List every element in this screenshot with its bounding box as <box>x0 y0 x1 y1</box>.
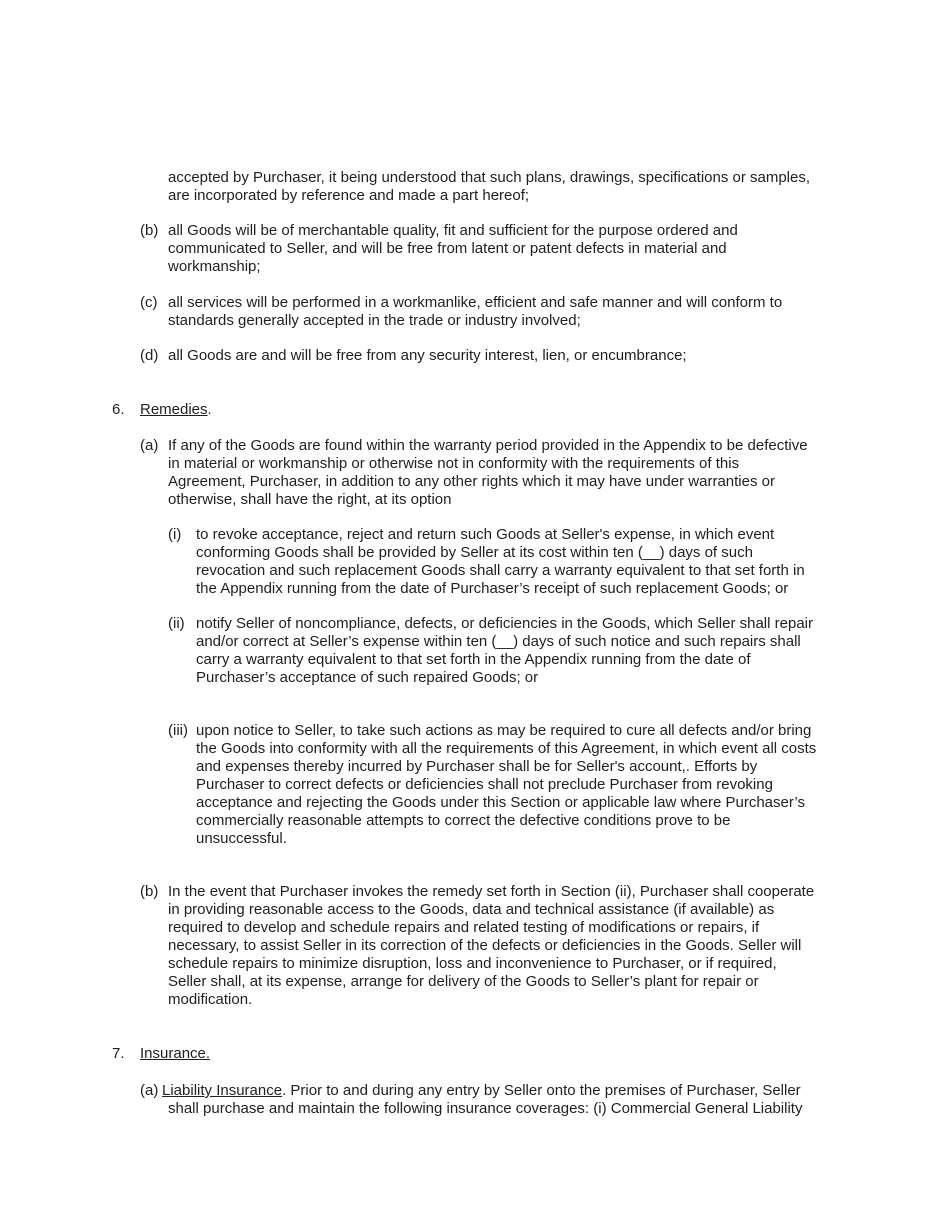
paragraph-line: . Prior to and during any entry by Seller onto the premises of Purchaser, Seller <box>282 1082 801 1099</box>
liability-insurance-heading: Liability Insurance <box>162 1082 283 1099</box>
remedy-marker-a: (a) <box>140 437 159 454</box>
paragraph-line: in providing reasonable access to the Goods, data and technical assistance (if available) as <box>168 901 775 918</box>
section-6-title-suffix: . <box>207 401 212 418</box>
remedy-b-paragraph <box>168 883 814 1009</box>
paragraph-line: shall purchase and maintain the following insurance coverages: (i) Commercial General Liability <box>168 1100 803 1117</box>
remedy-marker-b: (b) <box>140 883 159 900</box>
paragraph-line: commercially reasonable attempts to correct the defective conditions prove to be <box>196 812 731 829</box>
paragraph-line: and/or correct at Seller’s expense within ten (__) days of such notice and such repairs shall <box>196 633 801 650</box>
paragraph-line: Seller shall, at its expense, arrange for delivery of the Goods to Seller’s plant for repair or <box>168 973 759 990</box>
remedy-marker-iii: (iii) <box>168 722 188 739</box>
paragraph-line: otherwise, shall have the right, at its option <box>168 491 452 508</box>
remedy-iii-paragraph <box>196 722 816 848</box>
item-marker-c: (c) <box>140 294 158 311</box>
paragraph-line: notify Seller of noncompliance, defects, or deficiencies in the Goods, which Seller shall repair <box>196 615 813 632</box>
paragraph-line: acceptance and rejecting the Goods under this Section or applicable law where Purchaser’s <box>196 794 805 811</box>
warranty-item-d <box>168 347 687 365</box>
paragraph-line: conforming Goods shall be provided by Seller at its cost within ten (__) days of such <box>196 544 753 561</box>
paragraph-line: all services will be performed in a workmanlike, efficient and safe manner and will conform to <box>168 294 783 311</box>
warranty-item-b <box>168 222 738 276</box>
section-7-number: 7. <box>112 1045 125 1062</box>
section-6-heading <box>140 401 212 419</box>
section-6-number: 6. <box>112 401 125 418</box>
remedy-marker-ii: (ii) <box>168 615 185 632</box>
paragraph-line: all Goods are and will be free from any security interest, lien, or encumbrance; <box>168 347 687 364</box>
paragraph-line: standards generally accepted in the trade or industry involved; <box>168 312 581 329</box>
item-marker-b: (b) <box>140 222 159 239</box>
insurance-marker-a: (a) <box>140 1082 159 1099</box>
paragraph-line: in material or workmanship or otherwise not in conformity with the requirements of this <box>168 455 740 472</box>
paragraph-line: the Goods into conformity with all the requirements of this Agreement, in which event all costs <box>196 740 817 757</box>
warranty-item-c <box>168 294 782 330</box>
paragraph-line: Agreement, Purchaser, in addition to any other rights which it may have under warranties or <box>168 473 775 490</box>
item-marker-d: (d) <box>140 347 159 364</box>
paragraph-line: required to develop and schedule repairs and related testing of modifications or repairs, if <box>168 919 760 936</box>
paragraph-line: to revoke acceptance, reject and return such Goods at Seller's expense, in which event <box>196 526 775 543</box>
remedy-a-paragraph <box>168 437 808 509</box>
paragraph-line: all Goods will be of merchantable quality, fit and sufficient for the purpose ordered and <box>168 222 738 239</box>
remedy-marker-i: (i) <box>168 526 182 543</box>
paragraph-line: schedule repairs to minimize disruption, loss and inconvenience to Purchaser, or if required, <box>168 955 777 972</box>
paragraph-line: necessary, to assist Seller in its correction of the defects or deficiencies in the Goods. Seller will <box>168 937 802 954</box>
paragraph-line: modification. <box>168 991 253 1008</box>
paragraph-line: revocation and such replacement Goods shall carry a warranty equivalent to that set forth in <box>196 562 805 579</box>
section-6-title: Remedies <box>140 401 208 418</box>
paragraph-line: communicated to Seller, and will be free from latent or patent defects in material and <box>168 240 727 257</box>
paragraph-line: upon notice to Seller, to take such actions as may be required to cure all defects and/or bring <box>196 722 812 739</box>
paragraph-line: carry a warranty equivalent to that set forth in the Appendix running from the date of <box>196 651 751 668</box>
paragraph-line: workmanship; <box>168 258 261 275</box>
paragraph-line: accepted by Purchaser, it being understood that such plans, drawings, specifications or samples, <box>168 169 811 186</box>
paragraph-line: Purchaser to correct defects or deficiencies shall not preclude Purchaser from revoking <box>196 776 773 793</box>
insurance-a-paragraph <box>168 1100 802 1118</box>
continuation-paragraph <box>168 169 810 205</box>
paragraph-line: unsuccessful. <box>196 830 287 847</box>
remedy-i-paragraph <box>196 526 805 598</box>
paragraph-line: Purchaser’s acceptance of such repaired Goods; or <box>196 669 539 686</box>
paragraph-line: If any of the Goods are found within the warranty period provided in the Appendix to be defective <box>168 437 808 454</box>
section-7-heading <box>140 1045 210 1063</box>
section-7-title: Insurance. <box>140 1045 211 1062</box>
remedy-ii-paragraph <box>196 615 813 687</box>
paragraph-line: are incorporated by reference and made a part hereof; <box>168 187 530 204</box>
paragraph-line: and expenses thereby incurred by Purchaser shall be for Seller's account,. Efforts by <box>196 758 758 775</box>
insurance-a-first-line <box>162 1082 801 1100</box>
paragraph-line: the Appendix running from the date of Purchaser’s receipt of such replacement Goods; or <box>196 580 789 597</box>
paragraph-line: In the event that Purchaser invokes the remedy set forth in Section (ii), Purchaser shall cooperate <box>168 883 815 900</box>
